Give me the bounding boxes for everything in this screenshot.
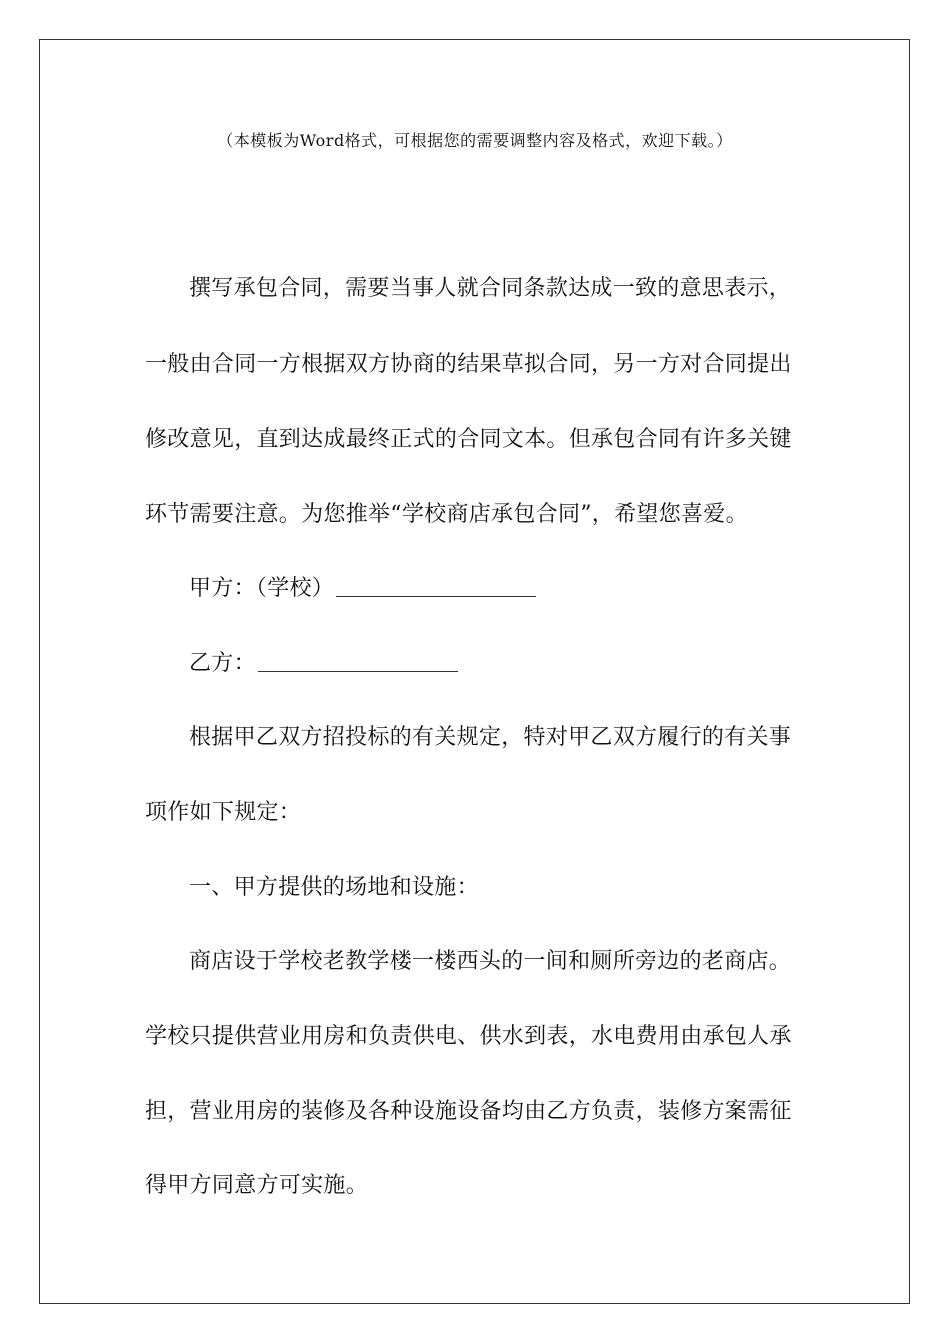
template-notice: （本模板为Word格式，可根据您的需要调整内容及格式，欢迎下载。） [217, 131, 733, 150]
preamble-line-2: 项作如下规定： [145, 800, 302, 825]
party-a-blank[interactable] [336, 574, 536, 597]
section-1-line-2: 学校只提供营业用房和负责供电、供水到表，水电费用由承包人承 [145, 1024, 792, 1049]
section-1-line-4: 得甲方同意方可实施。 [145, 1173, 369, 1198]
party-a-line [189, 574, 536, 604]
section-1-line-3: 担，营业用房的装修及各种设施设备均由乙方负责，装修方案需征 [145, 1099, 792, 1124]
preamble-line-1: 根据甲乙双方招投标的有关规定，特对甲乙双方履行的有关事 [189, 725, 792, 750]
party-b-label: 乙方： [189, 651, 256, 676]
intro-line-2: 一般由合同一方根据双方协商的结果草拟合同，另一方对合同提出 [145, 352, 792, 377]
intro-line-1: 撰写承包合同，需要当事人就合同条款达成一致的意思表示， [189, 276, 792, 301]
party-b-line [189, 649, 458, 679]
intro-line-3: 修改意见，直到达成最终正式的合同文本。但承包合同有许多关键 [145, 427, 792, 452]
section-1-line-1: 商店设于学校老教学楼一楼西头的一间和厕所旁边的老商店。 [189, 949, 792, 974]
party-a-label: 甲方：（学校） [189, 576, 335, 601]
section-1-heading: 一、甲方提供的场地和设施： [189, 875, 479, 900]
intro-line-4: 环节需要注意。为您推举“学校商店承包合同”，希望您喜爱。 [145, 502, 748, 527]
party-b-blank[interactable] [258, 649, 458, 672]
